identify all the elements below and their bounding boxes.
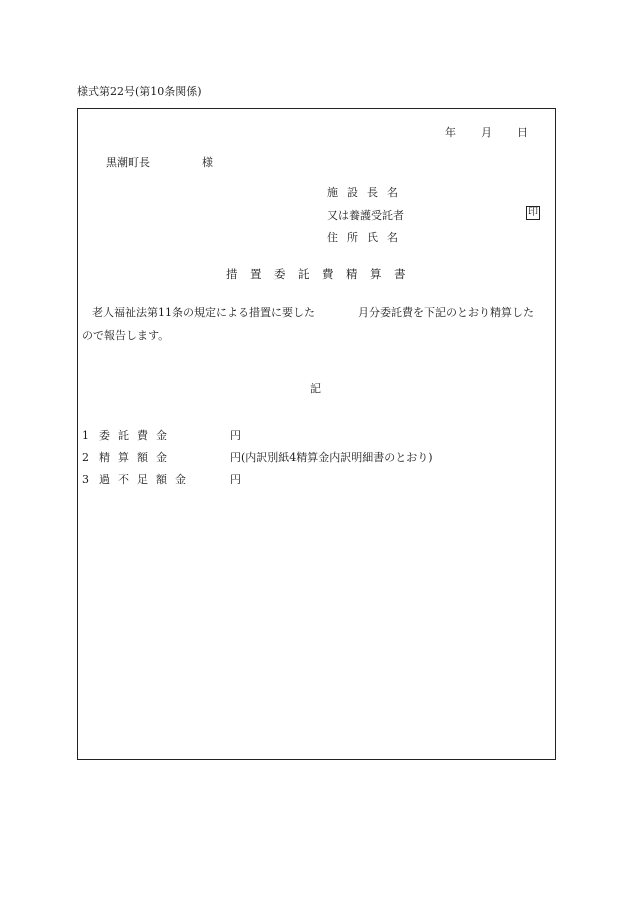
item-label-commission-fee: 委託費金: [99, 429, 175, 442]
date-day-label: 日: [517, 126, 528, 139]
item-value-commission-fee: 円: [230, 429, 241, 442]
item-number: 2: [82, 451, 89, 464]
address-name-label: 住所氏名: [327, 231, 407, 244]
body-text-line1-end: 月分委託費を下記のとおり精算した: [358, 306, 534, 319]
addressee-name: 黒潮町長: [106, 156, 150, 169]
item-label-surplus-deficit: 過不足額金: [99, 473, 194, 486]
seal-mark: 印: [528, 207, 538, 218]
item-value-settlement-amount: 円(内訳別紙4精算金内訳明細書のとおり): [230, 451, 433, 464]
document-title: 措置委託費精算書: [226, 267, 418, 281]
body-text-line2: ので報告します。: [82, 329, 170, 342]
addressee-honorific: 様: [202, 156, 213, 169]
facility-head-label: 施設長名: [327, 186, 407, 199]
item-value-surplus-deficit: 円: [230, 473, 241, 486]
item-number: 1: [82, 429, 89, 442]
date-month-label: 月: [481, 126, 492, 139]
item-number: 3: [82, 473, 89, 486]
foster-caretaker-label: 又は養護受託者: [327, 209, 404, 222]
date-year-label: 年: [445, 126, 456, 139]
form-number: 様式第22号(第10条関係): [77, 85, 202, 98]
item-label-settlement-amount: 精算額金: [99, 451, 175, 464]
body-text-line1-start: 老人福祉法第11条の規定による措置に要した: [92, 306, 315, 319]
ki-heading: 記: [310, 382, 321, 395]
